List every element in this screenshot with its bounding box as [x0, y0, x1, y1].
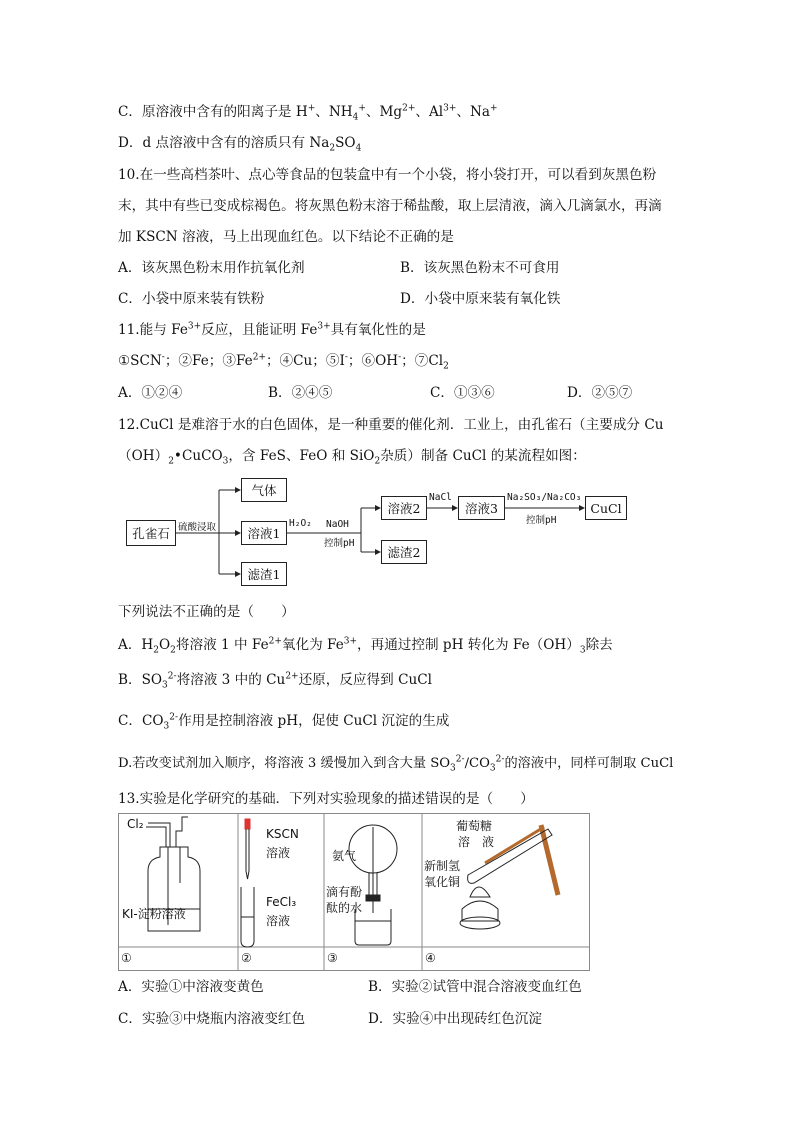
q12-option-c: C．$CO_3^{2-}$作用是控制溶液 pH，促使 CuCl 沉淀的生成	[118, 712, 450, 732]
label-fecl3-2: 溶液	[266, 914, 291, 928]
label-nh3: 氨气	[332, 849, 357, 863]
flow-product-box: CuCl	[585, 496, 627, 520]
q13-stem: 13.实验是化学研究的基础．下列对实验现象的描述错误的是（ ）	[118, 791, 534, 807]
flowchart	[126, 476, 630, 586]
flow-reagent-na2so3: Na₂SO₃/Na₂CO₃	[507, 492, 582, 503]
q12-question: 下列说法不正确的是（ ）	[118, 604, 295, 620]
label-water-2: 酞的水	[326, 901, 363, 915]
flow-reagent-h2o2: H₂O₂	[289, 518, 312, 529]
q10-option-c: C．小袋中原来装有铁粉	[118, 291, 265, 307]
cell-number-3: ③	[327, 951, 338, 965]
q11-option-b: B．②④⑤	[268, 385, 333, 401]
q11-option-a: A．①②④	[118, 385, 183, 401]
q9-option-d: D．d 点溶液中含有的溶质只有 $Na_2SO_4$	[118, 135, 362, 154]
q11-items: ①SCN-；②Fe；$③Fe^{2+}$；④Cu；⑤I-；⑥OH-；$⑦Cl_2$	[118, 352, 449, 372]
cell-number-2: ②	[241, 951, 252, 965]
q13-apparatus-figure	[118, 813, 590, 971]
flow-gas-box: 气体	[241, 478, 287, 502]
dropper-and-test-tube	[241, 819, 254, 947]
q12-stem-line1: 12.CuCl 是难溶于水的白色固体，是一种重要的催化剂．工业上，由孔雀石（主要成分 Cu	[118, 417, 664, 433]
q11-option-d: D．②⑤⑦	[567, 385, 633, 401]
q10-stem-line1: 10.在一些高档茶叶、点心等食品的包装盒中有一个小袋，将小袋打开，可以看到灰黑色粉	[118, 167, 657, 183]
q10-option-a: A．该灰黑色粉末用作抗氧化剂	[118, 260, 305, 276]
flow-control-ph-2: 控制pH	[526, 515, 557, 526]
flow-residue1-box: 滤渣1	[241, 562, 287, 586]
flow-solution2-box: 溶液2	[381, 496, 427, 520]
q13-option-d: D．实验④中出现砖红色沉淀	[368, 1011, 543, 1027]
flow-control-ph-1: 控制pH	[324, 538, 355, 549]
q13-option-b: B．实验②试管中混合溶液变血红色	[368, 979, 582, 995]
flow-reagent-nacl: NaCl	[429, 492, 452, 503]
label-water-1: 滴有酚	[326, 885, 363, 899]
cell-number-4: ④	[425, 951, 436, 965]
label-kscn-2: 溶液	[266, 846, 291, 860]
q12-option-b: B．$SO_3^{2-}$将溶液 3 中的 $Cu^{2+}$还原，反应得到 CuCl	[118, 671, 432, 691]
q12-option-a: A．$H_2O_2$将溶液 1 中 $Fe^{2+}$氧化为 $Fe^{3+}$，再通过控制 pH 转化为 $Fe(OH)_3$除去	[118, 636, 613, 656]
q11-stem: 11.能与 $Fe^{3+}$反应，且能证明 $Fe^{3+}$具有氧化性的是	[118, 321, 426, 338]
label-glucose-2: 溶 液	[458, 835, 495, 849]
flow-start-box: 孔雀石	[126, 520, 176, 546]
q10-stem-line3: 加 KSCN 溶液，马上出现血红色。以下结论不正确的是	[118, 229, 454, 245]
label-cuoh2-2: 氧化铜	[424, 875, 461, 889]
label-kscn-1: KSCN	[266, 827, 299, 841]
label-ki-starch: KI-淀粉溶液	[122, 907, 186, 921]
q12-option-d: D.若改变试剂加入顺序，将溶液 3 缓慢加入到含大量 $SO_3^{2-}/CO_3^{2-}$的溶液中，同样可制取 CuCl	[118, 754, 674, 774]
flow-reagent-naoh: NaOH	[326, 519, 349, 530]
q9-option-c: C．原溶液中含有的阳离子是 H+、$NH_4^+$、$Mg^{2+}$、$Al^{3+}$、Na+	[118, 103, 498, 123]
label-cl2: Cl₂	[127, 817, 144, 831]
flow-solution3-box: 溶液3	[458, 496, 505, 520]
q10-option-d: D．小袋中原来装有氧化铁	[400, 291, 561, 307]
q13-option-a: A．实验①中溶液变黄色	[118, 979, 264, 995]
cell-number-1: ①	[121, 951, 132, 965]
q12-stem-line2: $(OH)_2•CuCO_3$，含 FeS、FeO 和 SiO$_2$杂质）制备 CuCl 的某流程如图：	[118, 448, 586, 467]
flow-residue2-box: 滤渣2	[381, 540, 427, 564]
flow-solution1-box: 溶液1	[241, 521, 287, 545]
q10-stem-line2: 末，其中有些已变成棕褐色。将灰黑色粉末溶于稀盐酸，取上层清液，滴入几滴氯水，再滴	[118, 198, 662, 214]
label-fecl3-1: FeCl₃	[266, 895, 297, 909]
q11-option-c: C．①③⑥	[430, 385, 495, 401]
label-glucose-1: 葡萄糖	[456, 819, 493, 833]
flow-step1-label: 硫酸浸取	[178, 522, 217, 533]
q10-option-b: B．该灰黑色粉末不可食用	[400, 260, 560, 276]
label-cuoh2-1: 新制氢	[424, 859, 461, 873]
q13-option-c: C．实验③中烧瓶内溶液变红色	[118, 1011, 306, 1027]
